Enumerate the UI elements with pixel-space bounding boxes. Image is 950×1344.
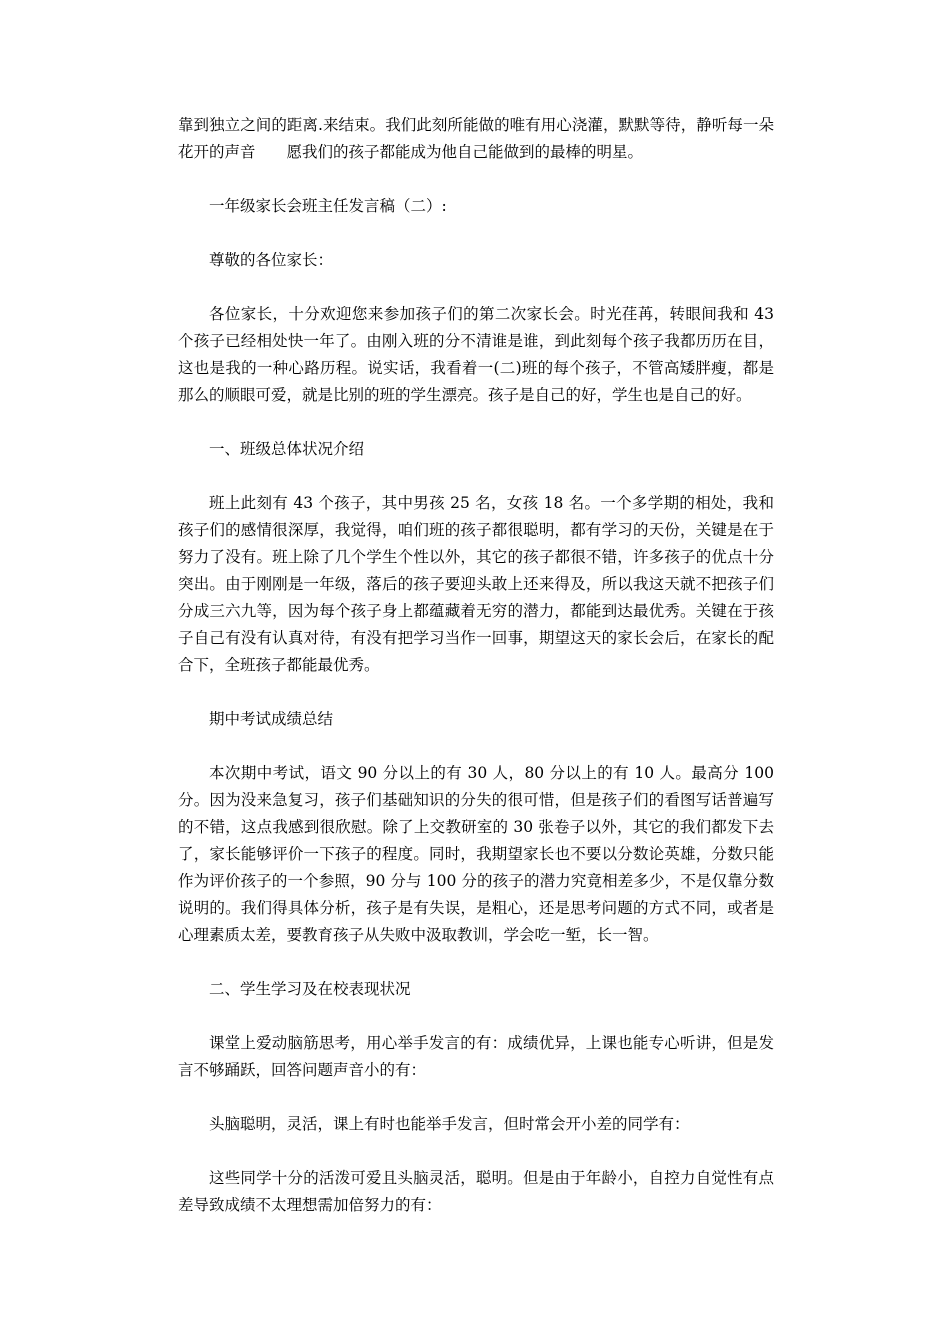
paragraph-welcome: 各位家长，十分欢迎您来参加孩子们的第二次家长会。时光荏苒，转眼间我和 43 个孩子已经相处快一年了。由刚入班的分不清谁是谁，到此刻每个孩子我都历历在目，这也是我的一种心路历程。说实话，我看着一(二)班的每个孩子，不管高矮胖瘦，都是那么的顺眼可爱，就是比别的班的学生漂亮。孩子是自己的好，学生也是自己的好。 <box>178 305 774 404</box>
paragraph-closing: 靠到独立之间的距离.来结束。我们此刻所能做的唯有用心浇灌，默默等待，静听每一朵花开的声音 愿我们的孩子都能成为他自己能做到的最棒的明星。 <box>178 116 774 161</box>
salutation: 尊敬的各位家长： <box>209 251 334 269</box>
section-heading-student-performance: 二、学生学习及在校表现状况 <box>209 980 411 998</box>
document-title: 一年级家长会班主任发言稿（二）: <box>209 197 447 215</box>
paragraph-midterm: 本次期中考试，语文 90 分以上的有 30 人，80 分以上的有 10 人。最高分 100 分。因为没来急复习，孩子们基础知识的分失的很可惜，但是孩子们的看图写话普遍写的不错，这点我感到很欣慰。除了上交教研室的 30 张卷子以外，其它的我们都发下去了，家长能够评价一下孩子的程度。同时，我期望家长也不要以分数论英雄，分数只能作为评价孩子的一个参照，90 分与 100 分的孩子的潜力究竟相差多少，不是仅靠分数说明的。我们得具体分析，孩子是有失误，是粗心，还是思考问题的方式不同，或者是心理素质太差，要教育孩子从失败中汲取教训，学会吃一堑，长一智。 <box>178 764 774 944</box>
section-heading-class-overview: 一、班级总体状况介绍 <box>209 440 365 458</box>
section-heading-midterm: 期中考试成绩总结 <box>209 710 334 728</box>
paragraph-class-participation: 课堂上爱动脑筋思考，用心举手发言的有：成绩优异，上课也能专心听讲，但是发言不够踊跃，回答问题声音小的有： <box>178 1034 774 1079</box>
paragraph-class-overview: 班上此刻有 43 个孩子，其中男孩 25 名，女孩 18 名。一个多学期的相处，我和孩子们的感情很深厚，我觉得，咱们班的孩子都很聪明，都有学习的天份，关键是在于努力了没有。班上除了几个学生个性以外，其它的孩子都很不错，许多孩子的优点十分突出。由于刚刚是一年级，落后的孩子要迎头敢上还来得及，所以我这天就不把孩子们分成三六九等，因为每个孩子身上都蕴藏着无穷的潜力，都能到达最优秀。关键在于孩子自己有没有认真对待，有没有把学习当作一回事，期望这天的家长会后，在家长的配合下，全班孩子都能最优秀。 <box>178 494 774 674</box>
paragraph-distracted-students: 头脑聪明，灵活，课上有时也能举手发言，但时常会开小差的同学有： <box>209 1115 690 1133</box>
paragraph-needs-effort: 这些同学十分的活泼可爱且头脑灵活，聪明。但是由于年龄小，自控力自觉性有点差导致成绩不太理想需加倍努力的有： <box>178 1169 774 1214</box>
document-body <box>178 112 774 1219</box>
